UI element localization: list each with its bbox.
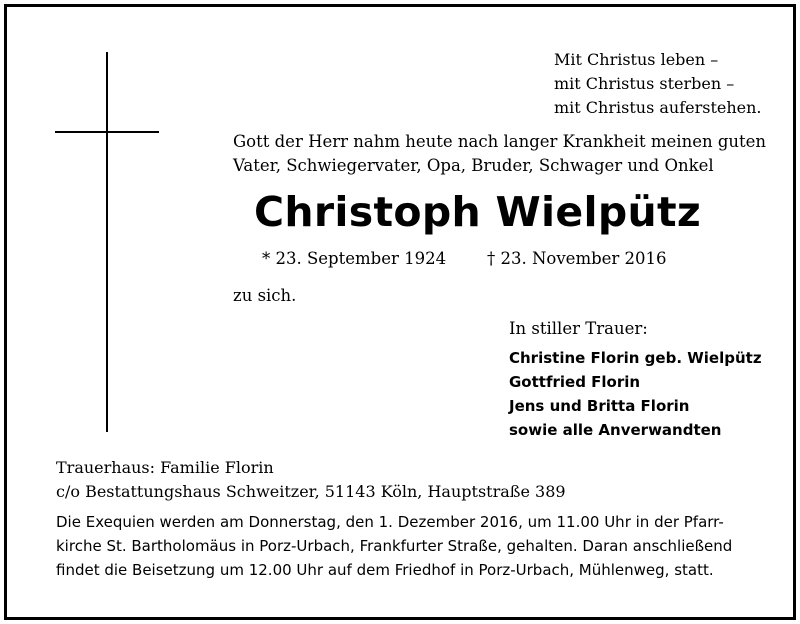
motto — [554, 48, 762, 120]
motto-line: Mit Christus leben – — [554, 50, 719, 69]
intro-line: Gott der Herr nahm heute nach langer Krankheit meinen guten — [233, 132, 767, 151]
list-item: Christine Florin geb. Wielpütz — [509, 349, 762, 367]
mourning-house — [56, 456, 566, 504]
deceased-name: Christoph Wielpütz — [254, 188, 702, 236]
motto-line: mit Christus sterben – — [554, 74, 735, 93]
service-line: Die Exequien werden am Donnerstag, den 1. Dezember 2016, um 11.00 Uhr in der Pfarr- — [56, 513, 724, 531]
mourners-list — [509, 346, 762, 442]
service-details — [56, 510, 748, 582]
cross-vertical-bar — [106, 52, 108, 432]
death-date: † 23. November 2016 — [487, 249, 667, 268]
motto-line: mit Christus auferstehen. — [554, 98, 762, 117]
house-address: c/o Bestattungshaus Schweitzer, 51143 Köln, Hauptstraße 389 — [56, 482, 566, 501]
closing-text: zu sich. — [233, 286, 297, 305]
list-item: Gottfried Florin — [509, 373, 641, 391]
list-item: Jens und Britta Florin — [509, 397, 690, 415]
service-line: kirche St. Bartholomäus in Porz-Urbach, Frankfurter Straße, gehalten. Daran anschließend — [56, 537, 733, 555]
service-line: findet die Beisetzung um 12.00 Uhr auf dem Friedhof in Porz-Urbach, Mühlenweg, statt. — [56, 561, 714, 579]
list-item: sowie alle Anverwandten — [509, 421, 722, 439]
cross-horizontal-bar — [55, 131, 159, 133]
intro-text — [233, 130, 766, 178]
mourners-intro: In stiller Trauer: — [509, 319, 648, 338]
birth-date: * 23. September 1924 — [262, 249, 447, 268]
house-line: Trauerhaus: Familie Florin — [56, 458, 274, 477]
intro-line: Vater, Schwiegervater, Opa, Bruder, Schwager und Onkel — [233, 156, 714, 175]
